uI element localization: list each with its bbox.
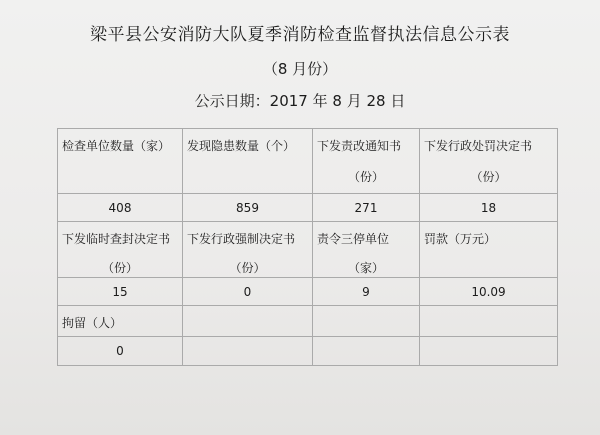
header-unit: （家） [347,261,384,275]
enforcement-info-table [57,128,558,366]
empty-cell [420,337,558,366]
table-row [58,306,558,337]
value-inspected-units: 408 [58,194,183,222]
empty-cell [420,306,558,337]
header-cell-enforcement-decisions [183,222,313,278]
header-cell-temporary-seal [58,222,183,278]
header-unit: （份） [229,261,266,275]
header-unit: （份） [101,261,138,275]
header-cell-inspected-units [58,129,183,194]
empty-cell [313,306,420,337]
header-label: 下发临时查封决定书 [62,232,171,246]
header-label: 拘留（人） [62,316,123,330]
header-label: 下发行政处罚决定书 [424,139,533,153]
table-row [58,278,558,306]
header-cell-rectification-notices [313,129,420,194]
empty-cell [313,337,420,366]
value-temporary-seal: 15 [58,278,183,306]
value-ordered-suspensions: 9 [313,278,420,306]
value-enforcement-decisions: 0 [183,278,313,306]
value-fines: 10.09 [420,278,558,306]
header-label: 检查单位数量（家） [62,139,171,153]
empty-cell [183,337,313,366]
value-detention: 0 [58,337,183,366]
header-cell-fines [420,222,558,278]
document-subtitle: （8 月份） [262,60,338,78]
header-label: 下发行政强制决定书 [187,232,296,246]
publication-date: 公示日期：2017 年 8 月 28 日 [194,92,406,110]
table-row [58,222,558,278]
header-cell-ordered-suspensions [313,222,420,278]
header-label: 发现隐患数量（个） [187,139,296,153]
header-label: 罚款（万元） [424,232,497,246]
document-title: 梁平县公安消防大队夏季消防检查监督执法信息公示表 [90,25,510,45]
table-row [58,129,558,194]
value-rectification-notices: 271 [313,194,420,222]
table-row [58,337,558,366]
header-cell-detention [58,306,183,337]
header-label: 下发责改通知书 [317,139,402,153]
value-penalty-decisions: 18 [420,194,558,222]
table-row [58,194,558,222]
header-cell-hazards-found [183,129,313,194]
header-cell-penalty-decisions [420,129,558,194]
header-unit: （份） [347,170,384,184]
header-label: 责令三停单位 [317,232,390,246]
value-hazards-found: 859 [183,194,313,222]
header-unit: （份） [470,170,507,184]
empty-cell [183,306,313,337]
